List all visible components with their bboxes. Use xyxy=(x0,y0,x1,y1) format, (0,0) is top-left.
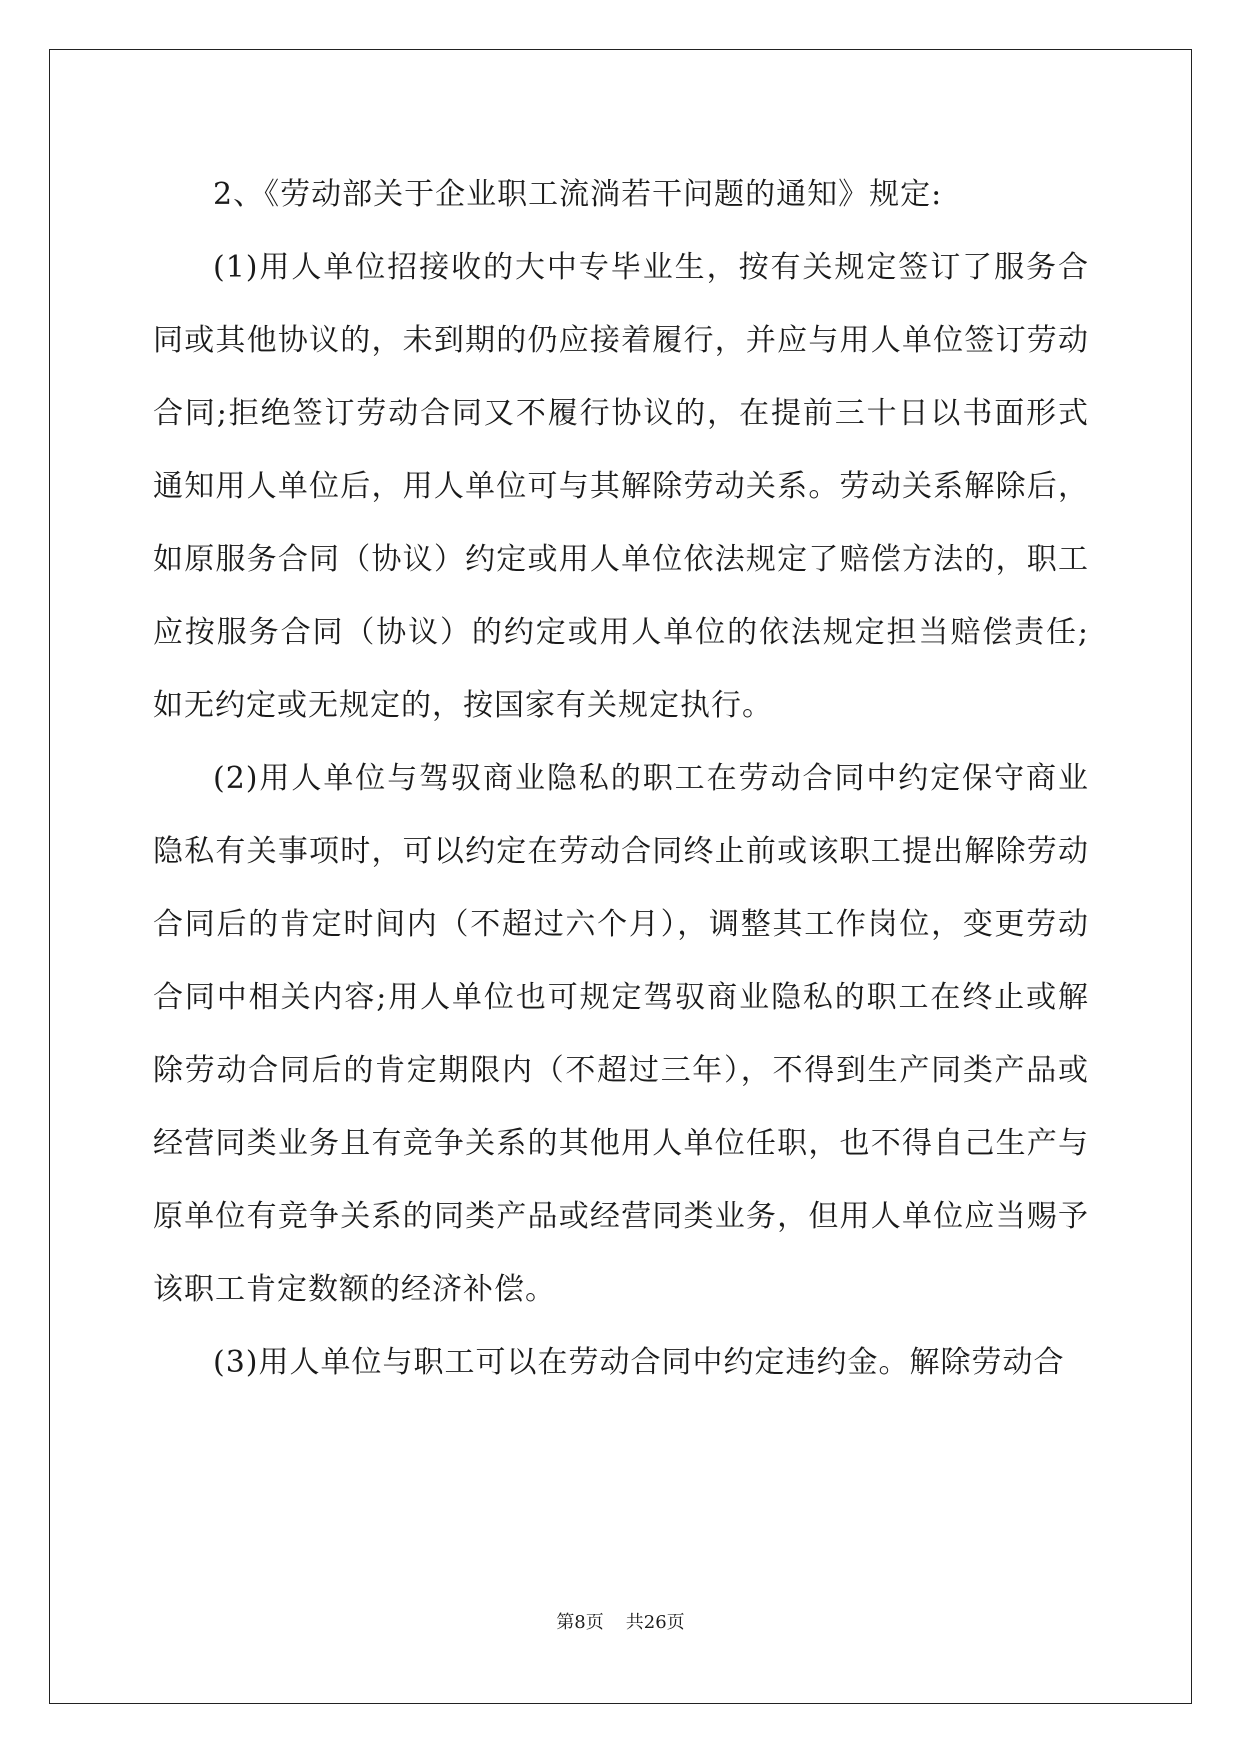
paragraph-item-2: (2)用人单位与驾驭商业隐私的职工在劳动合同中约定保守商业隐私有关事项时，可以约定在劳动合同终止前或该职工提出解除劳动合同后的肯定时间内（不超过六个月），调整其工作岗位，变更劳动合同中相关内容;用人单位也可规定驾驭商业隐私的职工在终止或解除劳动合同后的肯定期限内（不超过三年），不得到生产同类产品或经营同类业务且有竞争关系的其他用人单位任职，也不得自己生产与原单位有竞争关系的同类产品或经营同类业务，但用人单位应当赐予该职工肯定数额的经济补偿。 xyxy=(153,761,1089,1307)
paragraph-item-3: (3)用人单位与职工可以在劳动合同中约定违约金。解除劳动合 xyxy=(213,1345,1065,1380)
page-number: 第8页 xyxy=(556,1612,604,1633)
paragraph-item-1: (1)用人单位招接收的大中专毕业生，按有关规定签订了服务合同或其他协议的，未到期的仍应接着履行，并应与用人单位签订劳动合同;拒绝签订劳动合同又不履行协议的，在提前三十日以书面形式通知用人单位后，用人单位可与其解除劳动关系。劳动关系解除后，如原服务合同（协议）约定或用人单位依法规定了赔偿方法的，职工应按服务合同（协议）的约定或用人单位的依法规定担当赔偿责任;如无约定或无规定的，按国家有关规定执行。 xyxy=(153,250,1089,723)
section-heading: 2、《劳动部关于企业职工流淌若干问题的通知》规定: xyxy=(213,177,943,212)
page-footer xyxy=(0,1608,1241,1634)
page-total: 共26页 xyxy=(625,1612,685,1633)
document-body xyxy=(153,158,1089,1399)
